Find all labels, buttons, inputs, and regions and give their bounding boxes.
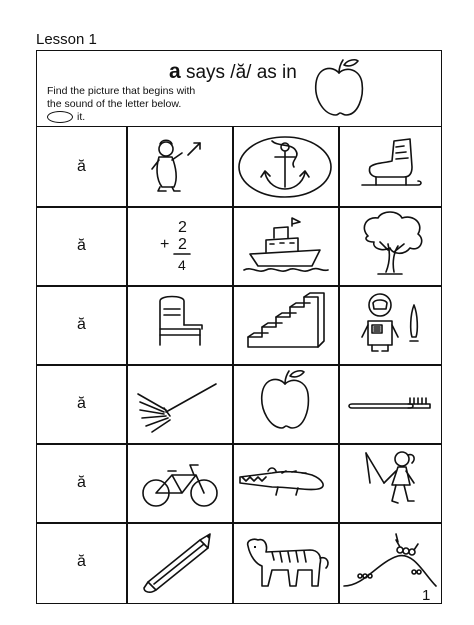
bicycle-icon	[126, 443, 232, 522]
baby-icon	[126, 127, 232, 206]
boat-icon	[232, 206, 338, 285]
row-letter: ă	[77, 315, 86, 333]
column-divider	[338, 127, 340, 603]
picture-choice-rake[interactable]	[126, 364, 232, 443]
picture-choice-bed[interactable]	[126, 285, 232, 364]
row-letter: ă	[77, 157, 86, 175]
picture-choice-pencil[interactable]	[126, 522, 232, 601]
grid-row-4	[37, 364, 441, 443]
picture-choice-tiger[interactable]	[232, 522, 338, 601]
addition-plus: +	[160, 236, 170, 253]
row-divider	[37, 443, 441, 445]
picture-choice-stairs[interactable]	[232, 285, 338, 364]
column-divider	[232, 127, 234, 603]
tree-icon	[338, 206, 443, 285]
oval-instruction	[47, 111, 85, 123]
instruction-text	[47, 85, 195, 111]
addition-middle: 2	[178, 236, 187, 253]
lesson-title: Lesson 1	[36, 31, 97, 48]
alligator-icon	[232, 443, 338, 522]
picture-choice-tree[interactable]	[338, 206, 443, 285]
row-divider	[37, 206, 441, 208]
oval-icon	[47, 111, 73, 123]
picture-choice-baby[interactable]	[126, 127, 232, 206]
row-letter: ă	[77, 473, 86, 491]
picture-choice-alligator[interactable]	[232, 443, 338, 522]
picture-choice-toothbrush[interactable]	[338, 364, 443, 443]
header-title	[169, 60, 297, 84]
instruction-header	[36, 50, 442, 127]
row-letter: ă	[77, 236, 86, 254]
grid-row-1	[37, 127, 441, 206]
addition-result: 4	[178, 257, 186, 273]
row-letter: ă	[77, 552, 86, 570]
picture-choice-bicycle[interactable]	[126, 443, 232, 522]
stairs-icon	[232, 285, 338, 364]
bed-icon	[126, 285, 232, 364]
grid-row-6	[37, 522, 441, 601]
ice-skate-icon	[338, 127, 443, 206]
addition-top: 2	[178, 219, 187, 236]
header-title-text: says /ă/ as in	[180, 62, 297, 83]
row-letter: ă	[77, 394, 86, 412]
astronaut-icon	[338, 285, 443, 364]
picture-choice-boat[interactable]	[232, 206, 338, 285]
picture-choice-apple[interactable]	[232, 364, 338, 443]
grid-row-3	[37, 285, 441, 364]
grid-row-5	[37, 443, 441, 522]
anchor-icon	[232, 127, 338, 206]
picture-choice-ice-skate[interactable]	[338, 127, 443, 206]
column-divider	[126, 127, 128, 603]
instruction-line-2: the sound of the letter below.	[47, 98, 182, 110]
pencil-icon	[126, 522, 232, 601]
tiger-icon	[232, 522, 338, 601]
picture-choice-addition[interactable]	[126, 206, 232, 285]
instruction-line-1: Find the picture that begins with	[47, 85, 196, 97]
picture-choice-girl-fishing[interactable]	[338, 443, 443, 522]
row-divider	[37, 285, 441, 287]
oval-instruction-text: it.	[77, 111, 86, 123]
addition-problem-icon	[126, 206, 232, 285]
apple-icon	[232, 364, 338, 443]
header-letter: a	[169, 60, 181, 83]
apple-icon	[312, 55, 366, 119]
page-number: 1	[422, 587, 431, 604]
row-divider	[37, 364, 441, 366]
grid-row-2	[37, 206, 441, 285]
row-divider	[37, 522, 441, 524]
rake-icon	[126, 364, 232, 443]
picture-choice-anchor[interactable]	[232, 127, 338, 206]
picture-grid	[36, 127, 442, 604]
girl-fishing-icon	[338, 443, 443, 522]
picture-choice-astronaut[interactable]	[338, 285, 443, 364]
toothbrush-icon	[338, 364, 443, 443]
